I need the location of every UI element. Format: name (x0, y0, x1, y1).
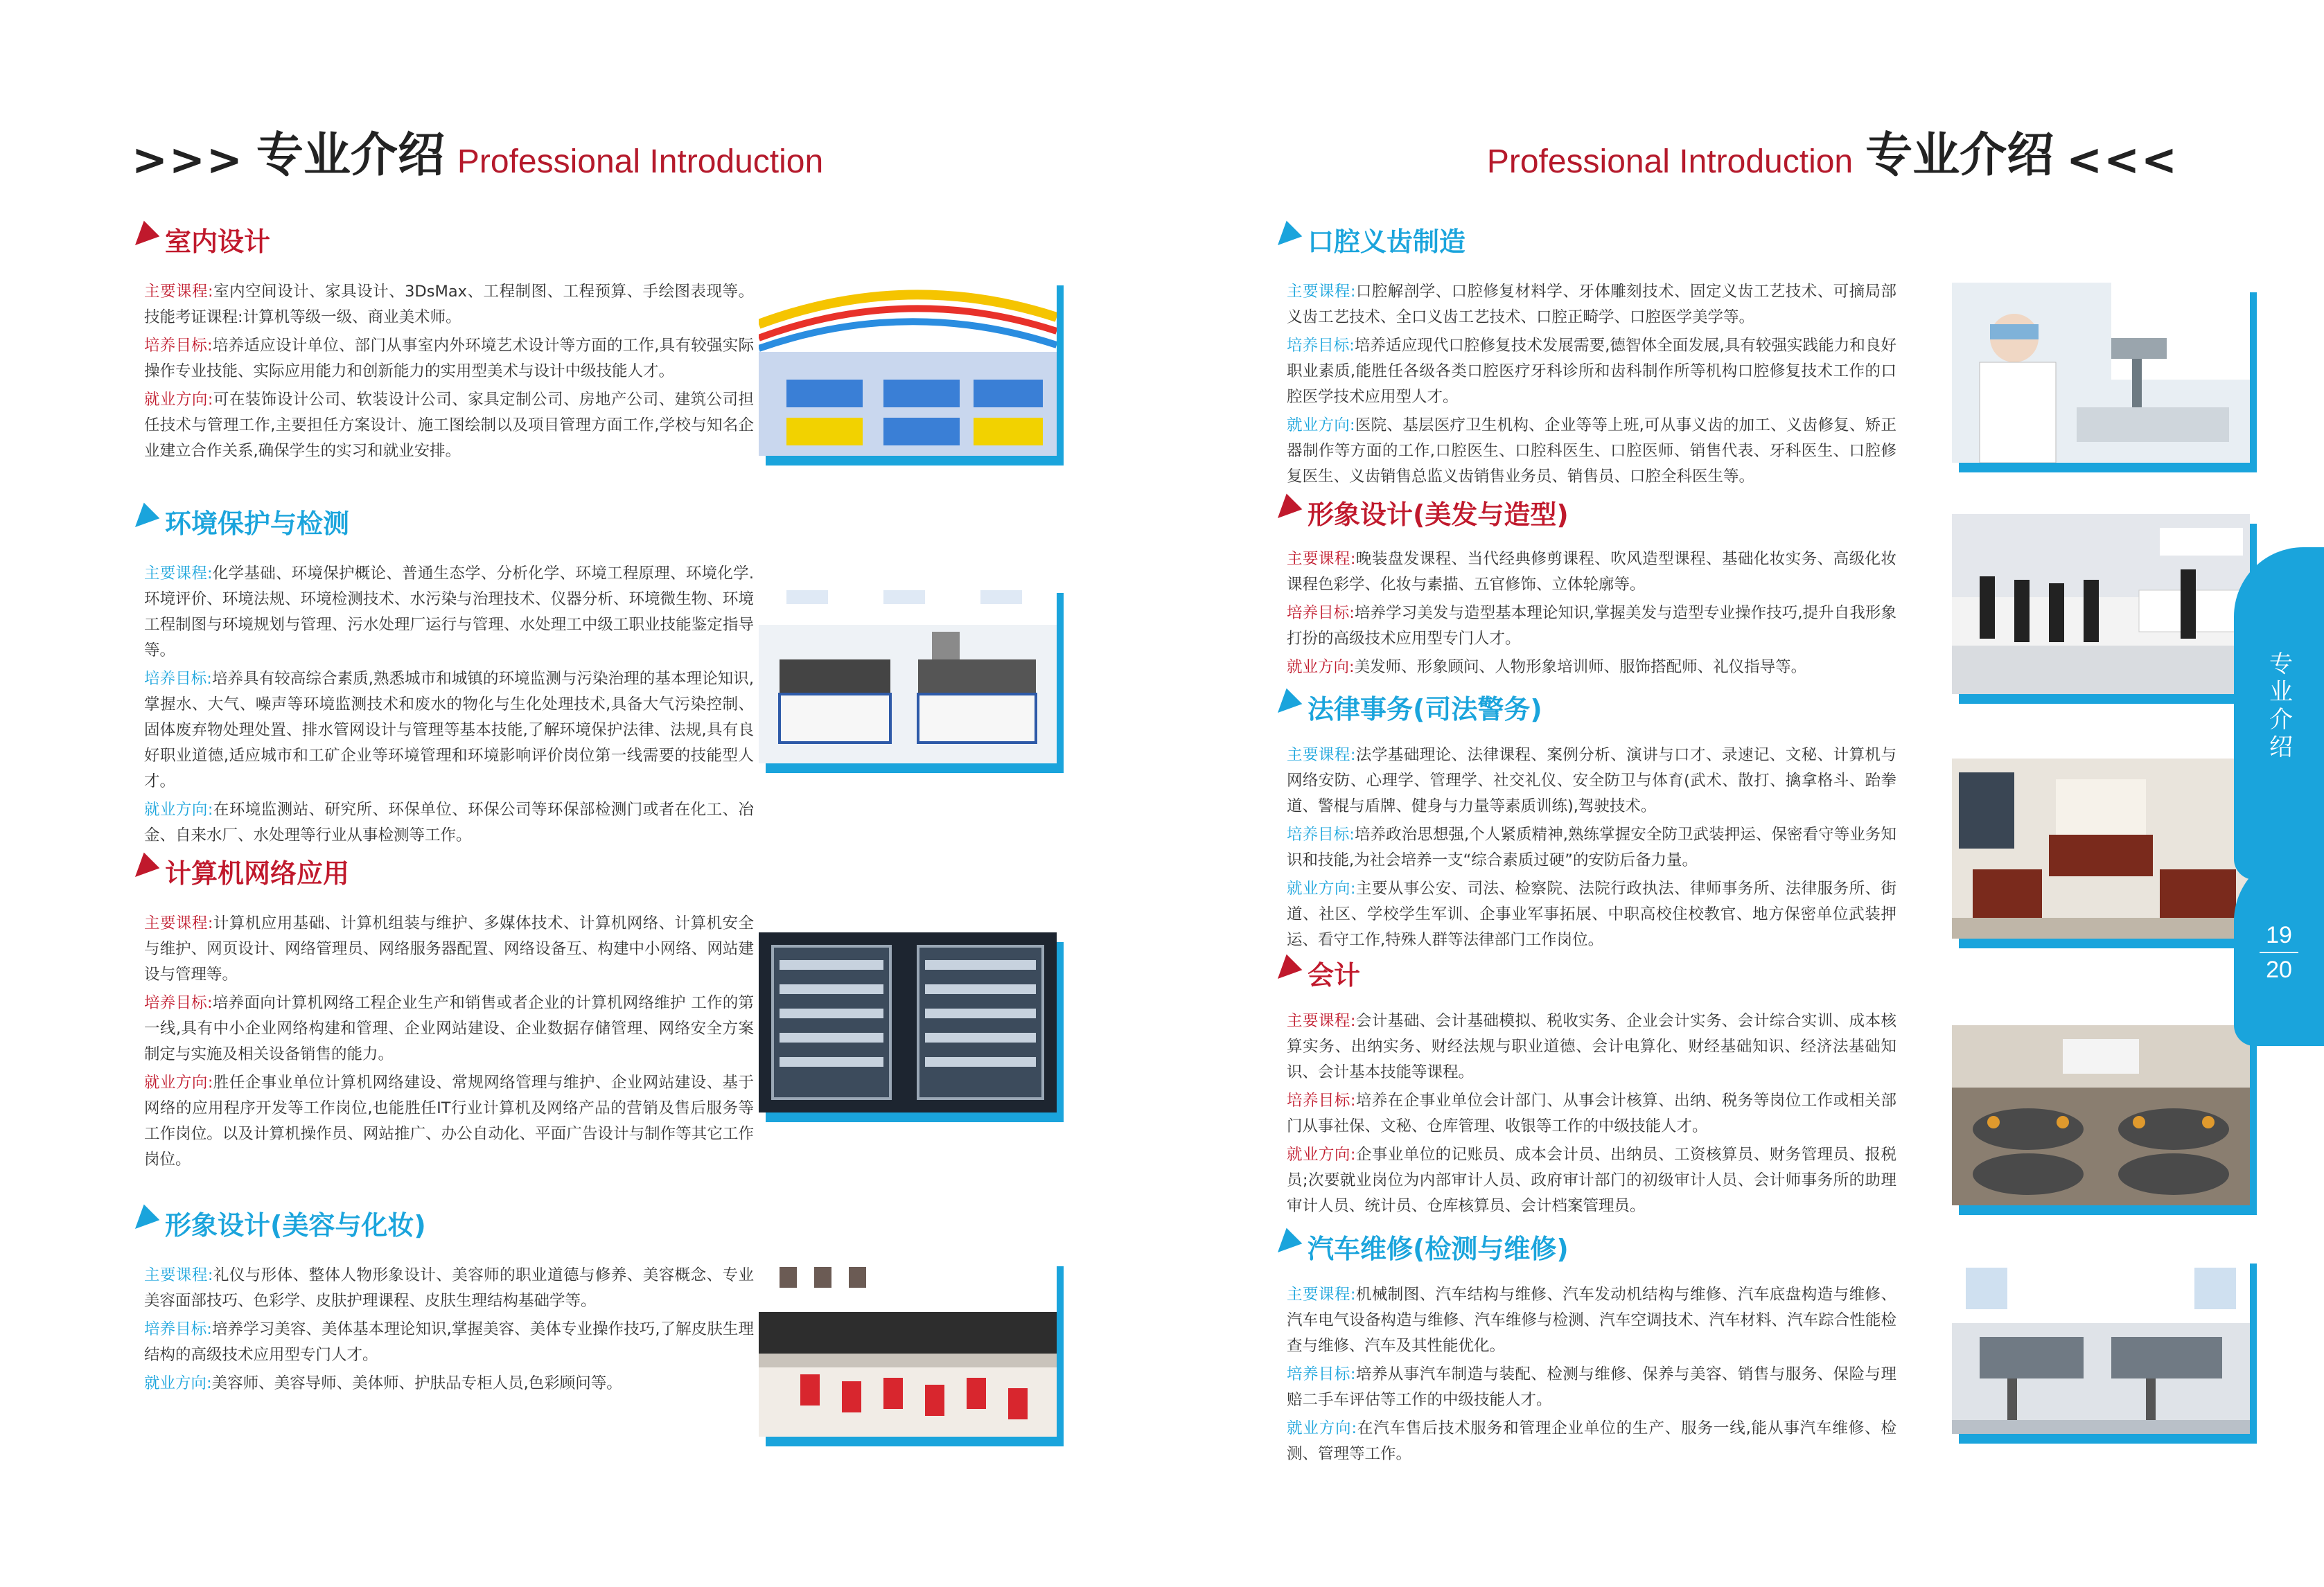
triangle-marker-icon (127, 852, 160, 885)
career-label: 就业方向: (1287, 1146, 1356, 1164)
career-text: 在汽车售后技术服务和管理企业单位的生产、服务一线,能从事汽车维修、检测、管理等工作。 (1287, 1419, 1896, 1463)
section-title: 环境保护与检测 (165, 508, 350, 539)
section-computer-network (132, 852, 754, 1176)
goal-text: 培养政治思想强,个人紧质精神,熟练掌握安全防卫武装押运、保密看守等业务知识和技能,为社会培养一支“综合素质过硬”的安防后备力量。 (1287, 826, 1896, 869)
goal-label: 培养目标: (1287, 1365, 1356, 1383)
triangle-marker-icon (1270, 493, 1303, 526)
career-text: 胜任企事业单位计算机网络建设、常规网络管理与维护、企业网站建设、基于网络的应用程序开发等工作岗位,也能胜任IT行业计算机及网络产品的营销及售后服务等工作岗位。以及计算机操作员、网站推广、办公自动化、平面广告设计与制作等其它工作岗位。 (144, 1074, 754, 1169)
career-label: 就业方向: (144, 391, 213, 409)
goal-text: 培养学习美容、美体基本理论知识,掌握美容、美体专业操作技巧,了解皮肤生理结构的高级技术应用型专门人才。 (144, 1320, 754, 1364)
page-number-divider (2260, 952, 2298, 953)
career-label: 就业方向: (1287, 658, 1355, 676)
goal-text: 培养适应设计单位、部门从事室内外环境艺术设计等方面的工作,具有较强实际操作专业技能、实际应用能力和创新能力的实用型美术与设计中级技能人才。 (144, 337, 754, 380)
goal-text: 培养在企事业单位会计部门、从事会计核算、出纳、税务等岗位工作或相关部门从事社保、文秘、仓库管理、收银等工作的中级技能人才。 (1287, 1092, 1896, 1135)
photo-server-rack (766, 932, 1064, 1112)
course-text: 化学基础、环境保护概论、普通生态学、分析化学、环境工程原理、环境化学.环境评价、环境法规、环境检测技术、水污染与治理技术、仪器分析、环境微生物、环境工程制图与环境规划与管理、污水处理厂运行与管理、水处理工中级工职业技能鉴定指导等。 (144, 565, 754, 659)
goal-text: 培养学习美发与造型基本理论知识,掌握美发与造型专业操作技巧,提升自我形象打扮的高级技术应用型专门人才。 (1287, 604, 1896, 648)
page-title-cn: 专业介绍 (256, 128, 445, 183)
career-text: 医院、基层医疗卫生机构、企业等等上班,可从事义齿的加工、义齿修复、矫正器制作等方面的工作,口腔医生、口腔科医生、口腔医师、销售代表、牙科医生、口腔修复医生、义齿销售总监义齿销售业务员、销售员、口腔全科医生等。 (1287, 416, 1896, 486)
section-title: 形象设计(美发与造型) (1308, 499, 1569, 530)
section-title: 计算机网络应用 (165, 858, 350, 889)
career-text: 美发师、形象顾问、人物形象培训师、服饰搭配师、礼仪指导等。 (1354, 658, 1807, 676)
section-legal-affairs (1274, 688, 1896, 956)
goal-label: 培养目标: (1287, 604, 1355, 622)
triangle-marker-icon (1270, 1227, 1303, 1260)
photo-environment-lab (766, 583, 1064, 763)
goal-label: 培养目标: (144, 337, 213, 355)
photo-accounting-room (1959, 1025, 2257, 1205)
right-page (1162, 0, 2324, 1587)
goal-text: 培养面向计算机网络工程企业生产和销售或者企业的计算机网络维护 工作的第一线,具有中小企业网络构建和管理、企业网站建设、企业数据存储管理、网络安全方案制定与实施及相关设备销售的能力。 (144, 994, 754, 1063)
course-text: 法学基础理论、法律课程、案例分析、演讲与口才、录速记、文秘、计算机与网络安防、心理学、管理学、社交礼仪、安全防卫与体育(武术、散打、擒拿格斗、跆拳道、警棍与盾牌、健身与力量等素质训练),驾驶技术。 (1287, 746, 1896, 815)
triangle-marker-icon (127, 1204, 160, 1236)
goal-label: 培养目标: (1287, 826, 1355, 844)
section-auto-repair (1274, 1227, 1896, 1470)
photo-dental-lab (1959, 283, 2257, 463)
career-text: 在环境监测站、研究所、环保单位、环保公司等环保部检测门或者在化工、冶金、自来水厂、水处理等行业从事检测等工作。 (144, 801, 754, 844)
career-text: 可在装饰设计公司、软装设计公司、家具定制公司、房地产公司、建筑公司担任技术与管理工作,主要担任方案设计、施工图绘制以及项目管理方面工作,学校与知名企业建立合作关系,确保学生的实习和就业安排。 (144, 391, 754, 460)
goal-text: 培养从事汽车制造与装配、检测与维修、保养与美容、销售与服务、保险与理赔二手车评估等工作的中级技能人才。 (1287, 1365, 1896, 1409)
photo-mock-courtroom (1959, 759, 2257, 939)
section-title: 会计 (1308, 960, 1361, 991)
goal-label: 培养目标: (1287, 1092, 1356, 1110)
career-label: 就业方向: (1287, 1419, 1357, 1437)
side-tab-section (2234, 547, 2324, 880)
course-text: 礼仪与形体、整体人物形象设计、美容师的职业道德与修养、美容概念、专业美容面部技巧、色彩学、皮肤护理课程、皮肤生理结构基础学等。 (144, 1266, 754, 1310)
page-number-right: 20 (2266, 957, 2292, 983)
arrows-right-icon: >>> (132, 134, 244, 185)
section-title: 汽车维修(检测与维修) (1308, 1234, 1569, 1264)
career-label: 就业方向: (144, 1074, 213, 1092)
side-tab-label: 专业介绍 (2264, 651, 2293, 762)
page-title-en: Professional Introduction (457, 143, 824, 180)
course-label: 主要课程: (1287, 283, 1356, 301)
page-number-left: 19 (2266, 922, 2292, 948)
section-dental (1274, 220, 1896, 493)
course-text: 会计基础、会计基础模拟、税收实务、企业会计实务、会计综合实训、成本核算实务、出纳实务、财经法规与职业道德、会计电算化、财经基础知识、经济法基础知识、会计基本技能等课程。 (1287, 1012, 1896, 1081)
course-label: 主要课程: (144, 1266, 213, 1284)
photo-interior-classroom (766, 276, 1064, 456)
course-text: 室内空间设计、家具设计、3DsMax、工程制图、工程预算、手绘图表现等。技能考证课程:计算机等级一级、商业美术师。 (144, 283, 754, 326)
course-label: 主要课程: (1287, 1012, 1356, 1030)
course-label: 主要课程: (144, 914, 213, 932)
photo-hair-salon (1959, 514, 2257, 694)
course-label: 主要课程: (1287, 550, 1356, 568)
section-title: 口腔义齿制造 (1308, 227, 1466, 257)
career-label: 就业方向: (144, 801, 213, 819)
triangle-marker-icon (127, 220, 160, 253)
course-label: 主要课程: (144, 565, 213, 583)
page-title-en: Professional Introduction (1486, 143, 1854, 180)
section-accounting (1274, 954, 1896, 1222)
course-text: 口腔解剖学、口腔修复材料学、牙体雕刻技术、固定义齿工艺技术、可摘局部义齿工艺技术、全口义齿工艺技术、口腔正畸学、口腔医学美学等。 (1287, 283, 1896, 326)
goal-text: 培养具有较高综合素质,熟悉城市和城镇的环境监测与污染治理的基本理论知识,掌握水、大气、噪声等环境监测技术和废水的物化与生化处理技术,具备大气污染控制、固体废弃物处理处置、排水管网设计与管理等基本技能,了解环境保护法律、法规,具有良好职业道德,适应城市和工矿企业等环境管理和环境影响评价岗位第一线需要的技能型人才。 (144, 670, 754, 790)
career-text: 企事业单位的记账员、成本会计员、出纳员、工资核算员、财务管理员、报税员;次要就业岗位为内部审计人员、政府审计部门的初级审计人员、会计师事务所的助理审计人员、统计员、仓库核算员、会计档案管理员。 (1287, 1146, 1896, 1215)
career-text: 美容师、美容导师、美体师、护肤品专柜人员,色彩顾问等。 (211, 1374, 622, 1392)
goal-text: 培养适应现代口腔修复技术发展需要,德智体全面发展,具有较强实践能力和良好职业素质,能胜任各级各类口腔医疗牙科诊所和齿科制作所等机构口腔修复技术工作的口腔医学技术应用型人才。 (1287, 337, 1896, 406)
side-tab-page-number (2234, 852, 2324, 1046)
page-header-right (1487, 118, 2178, 185)
triangle-marker-icon (1270, 954, 1303, 986)
section-title: 法律事务(司法警务) (1308, 694, 1542, 725)
triangle-marker-icon (127, 502, 160, 535)
career-text: 主要从事公安、司法、检察院、法院行政执法、律师事务所、法律服务所、街道、社区、学校学生军训、企事业军事拓展、中职高校住校教官、地方保密单位武装押运、看守工作,特殊人群等法律部门工作岗位。 (1287, 880, 1896, 949)
course-label: 主要课程: (1287, 746, 1356, 764)
career-label: 就业方向: (1287, 416, 1355, 434)
course-text: 计算机应用基础、计算机组装与维护、多媒体技术、计算机网络、计算机安全与维护、网页设计、网络管理员、网络服务器配置、网络设备互、构建中小网络、网站建设与管理等。 (144, 914, 754, 984)
triangle-marker-icon (1270, 688, 1303, 720)
goal-label: 培养目标: (144, 994, 213, 1012)
arrows-left-icon: <<< (2066, 134, 2178, 185)
page-title-cn: 专业介绍 (1865, 128, 2054, 183)
section-title: 室内设计 (165, 227, 271, 257)
course-label: 主要课程: (1287, 1286, 1356, 1304)
career-label: 就业方向: (144, 1374, 212, 1392)
section-hair-styling (1274, 493, 1896, 683)
course-text: 晚装盘发课程、当代经典修剪课程、吹风造型课程、基础化妆实务、高级化妆课程色彩学、化妆与素描、五官修饰、立体轮廓等。 (1287, 550, 1896, 594)
section-beauty-makeup (132, 1204, 754, 1399)
section-title: 形象设计(美容与化妆) (165, 1210, 426, 1241)
section-interior-design (132, 220, 754, 467)
career-label: 就业方向: (1287, 880, 1356, 898)
course-label: 主要课程: (144, 283, 213, 301)
photo-auto-workshop (1959, 1254, 2257, 1434)
course-text: 机械制图、汽车结构与维修、汽车发动机结构与维修、汽车底盘构造与维修、汽车电气设备构造与维修、汽车维修与检测、汽车空调技术、汽车材料、汽车踪合性能检查与维修、汽车及其性能优化。 (1287, 1286, 1896, 1355)
goal-label: 培养目标: (1287, 337, 1355, 355)
photo-makeup-classroom (766, 1257, 1064, 1437)
goal-label: 培养目标: (144, 1320, 212, 1338)
triangle-marker-icon (1270, 220, 1303, 253)
goal-label: 培养目标: (144, 670, 212, 688)
page-header-left (132, 118, 823, 185)
section-environment (132, 502, 754, 851)
